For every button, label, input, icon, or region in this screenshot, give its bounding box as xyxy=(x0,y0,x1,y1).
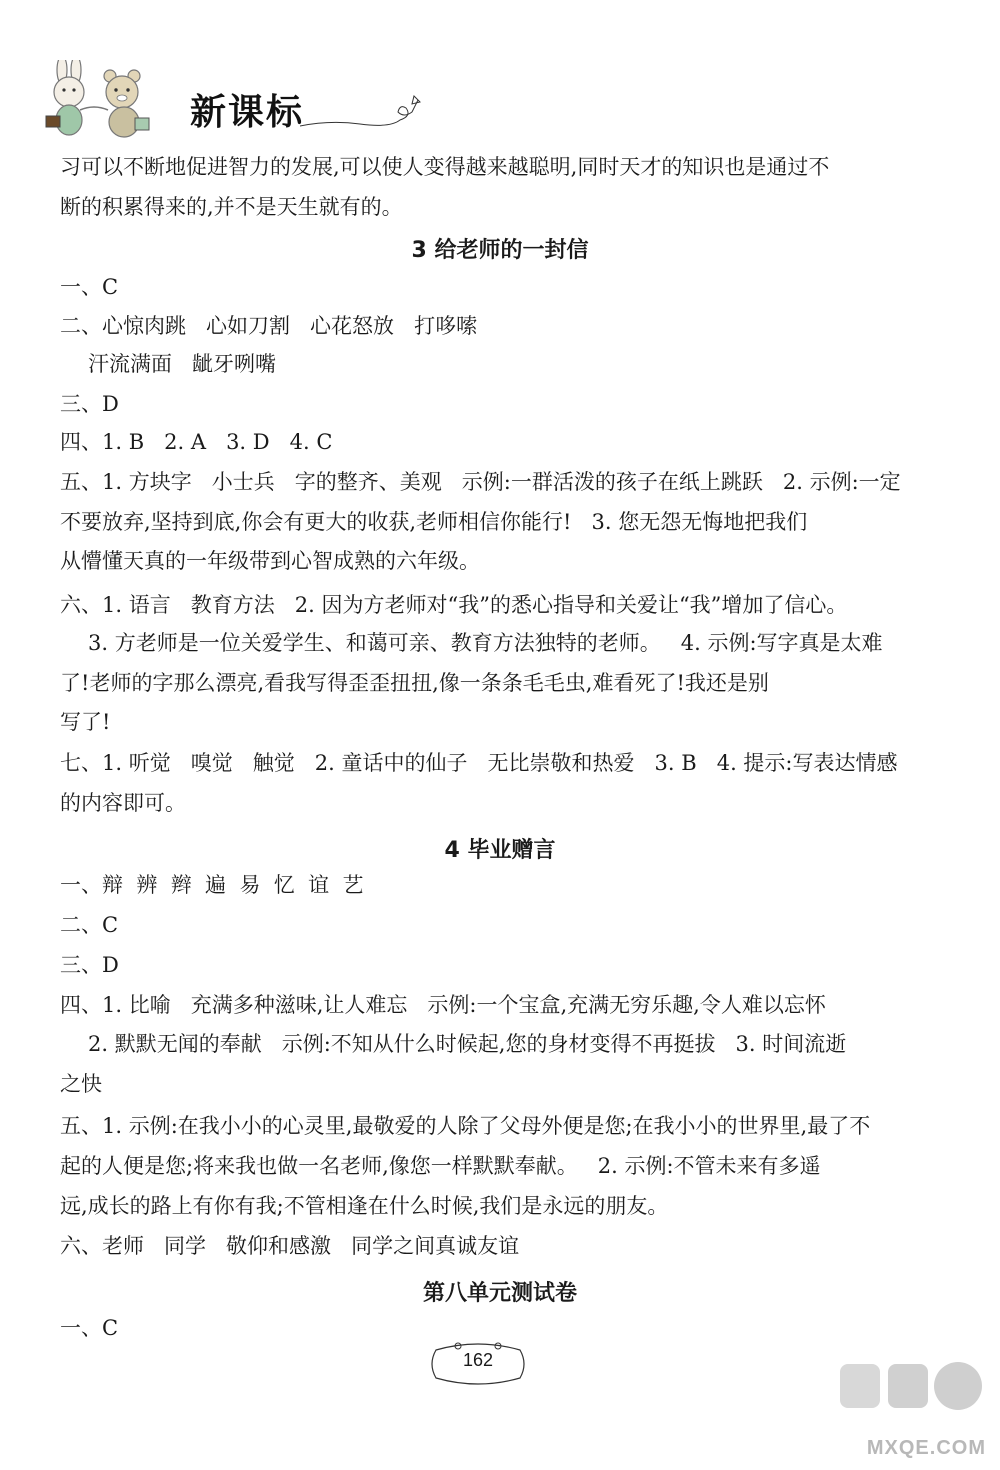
intro-line: 断的积累得来的,并不是天生就有的。 xyxy=(60,195,403,219)
section-3-title: 3 给老师的一封信 xyxy=(411,238,589,263)
answer-line: 三、D xyxy=(60,953,119,977)
answer-line: 一、C xyxy=(60,275,119,299)
answer-line: 远,成长的路上有你有我;不管相逢在什么时候,我们是永远的朋友。 xyxy=(60,1194,669,1218)
watermark xyxy=(836,1350,986,1460)
brand-title: 新课标 xyxy=(190,92,305,133)
answer-line: 四、1. 比喻 充满多种滋味,让人难忘 示例:一个宝盒,充满无穷乐趣,令人难以忘怀 xyxy=(60,993,826,1017)
answer-line: 起的人便是您;将来我也做一名老师,像您一样默默奉献。 2. 示例:不管未来有多遥 xyxy=(60,1154,821,1178)
answer-line: 五、1. 方块字 小士兵 字的整齐、美观 示例:一群活泼的孩子在纸上跳跃 2. 示例:一定 xyxy=(60,470,901,494)
section-8-title: 第八单元测试卷 xyxy=(422,1281,577,1306)
decorative-swirl-icon xyxy=(300,90,430,130)
answer-line: 3. 方老师是一位关爱学生、和蔼可亲、教育方法独特的老师。 4. 示例:写字真是太难 xyxy=(88,631,883,655)
answer-line: 一、C xyxy=(60,1316,119,1340)
answer-line: 三、D xyxy=(60,392,119,416)
page-number-badge xyxy=(428,1340,528,1388)
answer-line: 六、1. 语言 教育方法 2. 因为方老师对“我”的悉心指导和关爱让“我”增加了信心。 xyxy=(60,593,848,617)
answer-line: 四、1. B 2. A 3. D 4. C xyxy=(60,430,333,454)
answer-line: 六、老师 同学 敬仰和感激 同学之间真诚友谊 xyxy=(60,1234,520,1258)
page-number: 162 xyxy=(462,1350,494,1370)
answer-line: 写了! xyxy=(60,710,111,734)
answer-line: 的内容即可。 xyxy=(60,791,186,815)
watermark-logo-icon xyxy=(836,1350,986,1430)
answer-line: 不要放弃,坚持到底,你会有更大的收获,老师相信你能行! 3. 您无怨无悔地把我们 xyxy=(60,510,808,534)
intro-line: 习可以不断地促进智力的发展,可以使人变得越来越聪明,同时天才的知识也是通过不 xyxy=(60,155,830,179)
answer-line: 一、辩 辨 辫 遍 易 忆 谊 艺 xyxy=(60,873,364,897)
answer-line: 了!老师的字那么漂亮,看我写得歪歪扭扭,像一条条毛毛虫,难看死了!我还是别 xyxy=(60,671,769,695)
section-4-title: 4 毕业赠言 xyxy=(444,838,556,863)
mascot-illustration-icon xyxy=(30,60,180,140)
answer-line: 七、1. 听觉 嗅觉 触觉 2. 童话中的仙子 无比崇敬和热爱 3. B 4. 提示:写表达情感 xyxy=(60,751,898,775)
answer-line: 之快 xyxy=(60,1072,102,1096)
watermark-text: MXQE.COM xyxy=(866,1437,986,1459)
answer-line: 五、1. 示例:在我小小的心灵里,最敬爱的人除了父母外便是您;在我小小的世界里,最了不 xyxy=(60,1114,871,1138)
answer-line: 2. 默默无闻的奉献 示例:不知从什么时候起,您的身材变得不再挺拔 3. 时间流逝 xyxy=(88,1032,847,1056)
header xyxy=(30,60,430,140)
answer-line: 二、心惊肉跳 心如刀割 心花怒放 打哆嗦 xyxy=(60,314,478,338)
answer-line: 二、C xyxy=(60,913,119,937)
answer-line: 从懵懂天真的一年级带到心智成熟的六年级。 xyxy=(60,549,480,573)
answer-line: 汗流满面 龇牙咧嘴 xyxy=(88,352,277,376)
